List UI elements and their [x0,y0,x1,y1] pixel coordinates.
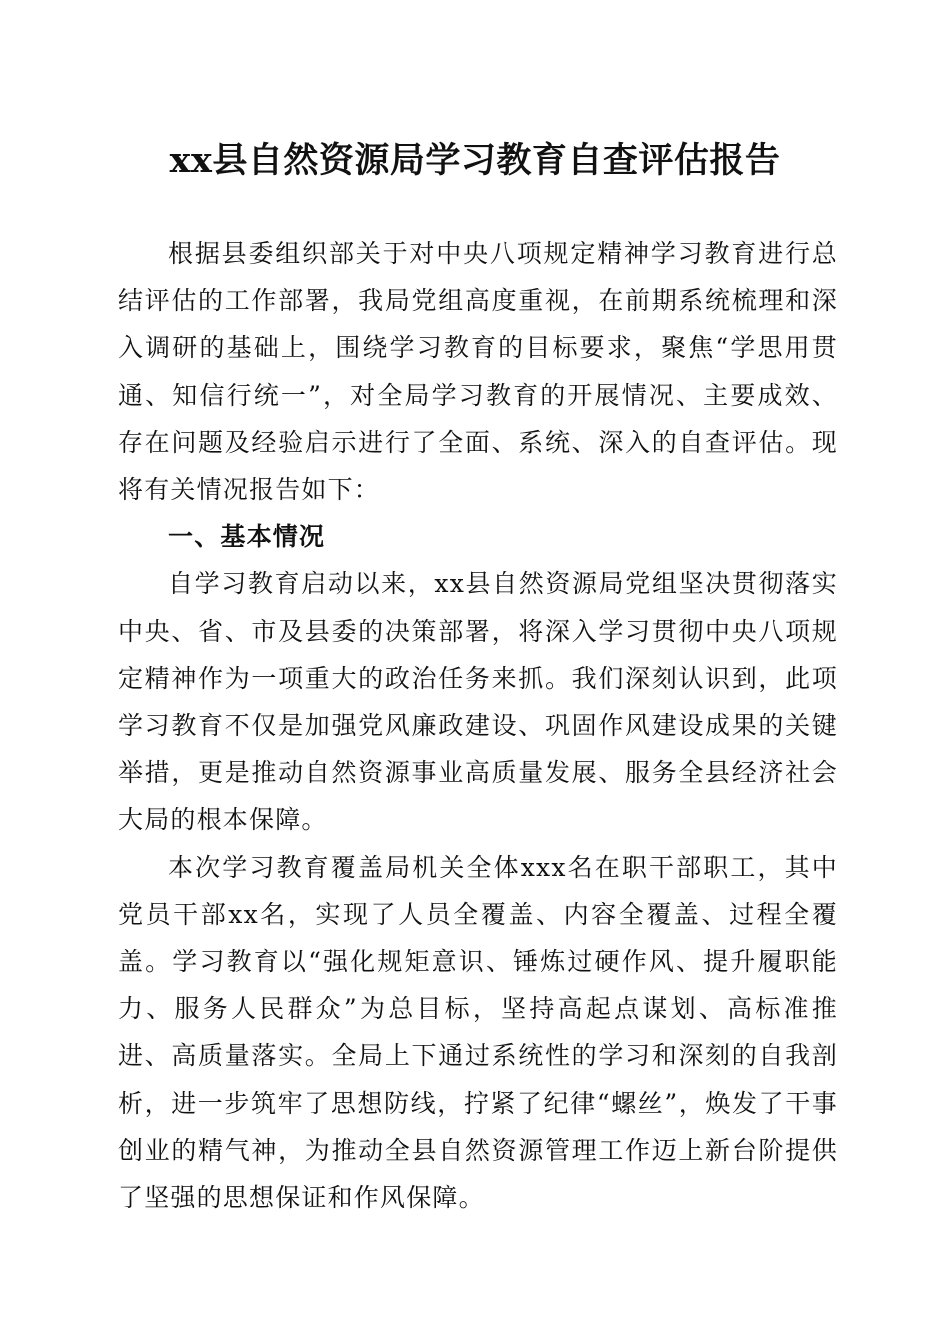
intro-paragraph: 根据县委组织部关于对中央八项规定精神学习教育进行总结评估的工作部署，我局党组高度重视，在前期系统梳理和深入调研的基础上，围绕学习教育的目标要求，聚焦“学思用贯通、知信行统一”，对全局学习教育的开展情况、主要成效、存在问题及经验启示进行了全面、系统、深入的自查评估。现将有关情况报告如下： [118,239,838,505]
section-paragraph: 自学习教育启动以来，xx县自然资源局党组坚决贯彻落实中央、省、市及县委的决策部署，将深入学习贯彻中央八项规定精神作为一项重大的政治任务来抓。我们深刻认识到，此项学习教育不仅是加强党风廉政建设、巩固作风建设成果的关键举措，更是推动自然资源事业高质量发展、服务全县经济社会大局的根本保障。 [118,569,838,835]
section-heading-basic-situation: 一、基本情况 [168,522,326,552]
section-paragraph: 本次学习教育覆盖局机关全体xxx名在职干部职工，其中党员干部xx名，实现了人员全覆盖、内容全覆盖、过程全覆盖。学习教育以“强化规矩意识、锤炼过硬作风、提升履职能力、服务人民群众”为总目标，坚持高起点谋划、高标准推进、高质量落实。全局上下通过系统性的学习和深刻的自我剖析，进一步筑牢了思想防线，拧紧了纪律“螺丝”，焕发了干事创业的精气神，为推动全县自然资源管理工作迈上新台阶提供了坚强的思想保证和作风保障。 [118,852,838,1213]
document-body [118,230,838,1221]
document-title: xx县自然资源局学习教育自查评估报告 [169,140,781,181]
